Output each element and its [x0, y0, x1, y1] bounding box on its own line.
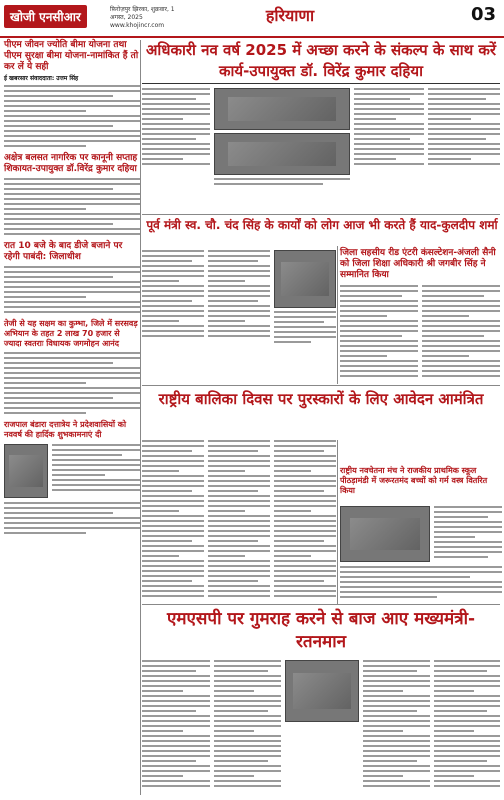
second-photo-caption — [274, 311, 336, 343]
lead-story-banner — [142, 40, 500, 84]
left-headline-4: तेजी से यह सक्षम का कुम्भा, जिले में सरसवड़ अभियान के तहत 2 लाख 70 हजार से ज्यादा स्वतराः विधायक जगमोहन आनंद — [4, 319, 138, 348]
msp-headline: एमएसपी पर गुमराह करने से बाज आए मख्यमंत्री-रतनमान — [166, 609, 476, 652]
lead-body-col-1 — [142, 88, 210, 188]
left-article-3-body — [4, 266, 140, 313]
left-article-5-body-cont — [4, 502, 140, 534]
second-photo — [274, 250, 336, 308]
girl-day-story — [142, 440, 336, 600]
lead-body-col-2 — [354, 88, 424, 188]
left-byline-1: ई खबरसार संवाददाता: उत्तम सिंह — [4, 75, 79, 82]
section-title: हरियाणा — [265, 6, 315, 25]
msp-photo — [285, 660, 359, 722]
vertical-divider-1 — [337, 246, 338, 384]
msp-col-2 — [214, 660, 282, 790]
msp-col-3 — [363, 660, 431, 790]
national-girl-day-headline: राष्ट्रीय बालिका दिवस पर पुरस्कारों के लिए आवेदन आमंत्रित — [158, 390, 484, 408]
second-story — [142, 250, 336, 346]
section-divider-1 — [142, 214, 500, 215]
lead-story — [142, 88, 500, 188]
national-girl-day-banner — [142, 388, 500, 436]
right-body-col-1 — [340, 285, 418, 380]
masthead — [0, 0, 504, 38]
lead-headline: अधिकारी नव वर्ष 2025 में अच्छा करने के संकल्प के साथ करें कार्य-उपायुक्त डॉ. विरेंद्र कुमार दहिया — [145, 41, 497, 80]
left-article-5-body — [52, 444, 140, 498]
vertical-divider-2 — [337, 440, 338, 604]
masthead-date: फ़िरोज़पुर झिरका, शुक्रवार, 1 अगस्त, 2025 — [110, 6, 175, 21]
left-article-2-body — [4, 178, 140, 235]
second-body-col-2 — [208, 250, 270, 346]
left-headline-1: पीएम जीवन ज्योति बीमा योजना तथा पीएम सुरक्षा बीमा योजना-नामांकित हैं तो कर लें ये सही — [4, 40, 139, 72]
newspaper-name: खोजी एनसीआर — [4, 5, 87, 28]
left-headline-2: अक्षेत्र बलसत नागरिक पर कानूनी सप्ताह शिकायत-उपायुक्त डॉ.विरेंद्र कुमार दहिया — [4, 153, 138, 174]
msp-banner — [142, 608, 500, 656]
masthead-site: www.khojincr.com — [110, 22, 165, 29]
girl-day-col-2 — [208, 440, 270, 600]
governor-photo — [4, 444, 48, 498]
left-headline-3: रात 10 बजे के बाद डीजे बजाने पर रहेगी पाबंदी: जिलाधीश — [4, 241, 123, 262]
column-divider — [140, 40, 141, 795]
section-divider-2 — [142, 385, 500, 386]
right-story — [340, 285, 502, 380]
left-headline-5: राजपाल बंडारा दत्तात्रेय ने प्रदेशवासियों को नववर्ष की हार्दिक शुभकामनाएं दी — [4, 420, 127, 439]
school-story-body-1 — [434, 506, 502, 561]
msp-story — [142, 660, 500, 790]
right-body-col-2 — [422, 285, 500, 380]
msp-col-4 — [434, 660, 500, 790]
girl-day-col-1 — [142, 440, 204, 600]
right-headline: जिला सहसीय रीड एंटरी कंसल्टेशन-अंजली सैनी को जिला शिक्षा अधिकारी श्री जगबीर सिंह ने सम्मानित किया — [340, 248, 496, 280]
masthead-meta — [110, 6, 190, 30]
left-column — [4, 40, 140, 537]
left-article-1-body — [4, 85, 140, 147]
lead-photo-caption — [214, 178, 350, 185]
second-body-col-1 — [142, 250, 204, 346]
second-headline: पूर्व मंत्री स्व. चौ. चंद सिंह के कार्यों को लोग आज भी करते हैं याद-कुलदीप शर्मा — [146, 218, 498, 232]
msp-col-1 — [142, 660, 210, 790]
school-clothes-headline: राष्ट्रीय नवचेतना मंच ने राजकीय प्राथमिक स्कूल पीठड़ामंडी में जरूरतमंद बच्चों को गर्म वस्त्र वितरित किया — [340, 466, 488, 495]
girl-day-col-3 — [274, 440, 336, 600]
lead-photo-group — [214, 88, 350, 188]
second-photo-group — [274, 250, 336, 346]
page-number: 03 — [470, 4, 496, 25]
lead-photo-2 — [214, 133, 350, 175]
left-article-4-body — [4, 352, 140, 414]
school-event-photo — [340, 506, 430, 562]
school-story-body-2 — [340, 566, 502, 601]
lead-body-col-3 — [428, 88, 500, 188]
section-divider-3 — [142, 604, 500, 605]
lead-photo-1 — [214, 88, 350, 130]
